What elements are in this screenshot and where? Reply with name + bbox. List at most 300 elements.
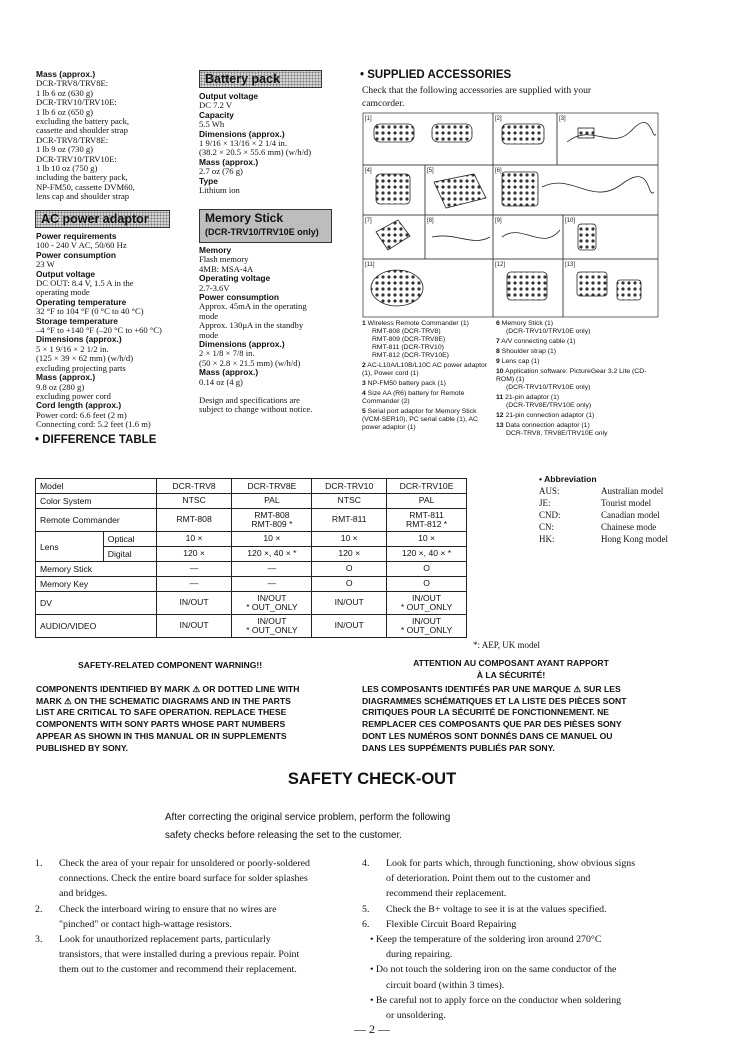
spec-value: mode [199, 310, 219, 321]
spec-label: Type [199, 175, 218, 186]
cell-text: — [189, 578, 199, 589]
spec-value: cassette and shoulder strap [36, 125, 128, 136]
spec-value: NP-FM50, cassette DVM60, [36, 181, 135, 192]
accessory-name: Memory Stick (1) [501, 320, 554, 327]
accessory-number: 2 [362, 362, 366, 369]
accessory-item [496, 320, 660, 336]
table-cell [387, 509, 467, 532]
text-line: ATTENTION AU COMPOSANT AYANT RAPPORT [413, 658, 609, 668]
accessory-name: Application software: PictureGear 3.2 Lite (CD-ROM) (1) [496, 368, 647, 383]
table-cell [232, 577, 312, 592]
checkout-line: Check the area of your repair for unsoldered or poorly-soldered [59, 858, 310, 869]
spec-label: Output voltage [199, 91, 259, 101]
table-cell [232, 547, 312, 562]
page-number: — 2 — [354, 1022, 390, 1036]
accessory-number: 9 [496, 358, 500, 365]
table-cell [387, 592, 467, 615]
spec-value: DCR-TRV8/TRV8E: [36, 78, 109, 89]
table-header-cell: DCR-TRV10E [387, 479, 467, 494]
accessory-item [362, 390, 492, 406]
accessory-name: A/V connecting cable (1) [501, 338, 576, 345]
text-line: After correcting the original service problem, perform the following [165, 812, 451, 823]
svg-text:[10]: [10] [565, 218, 576, 224]
abbreviation-item [539, 497, 699, 509]
checkout-list-left [35, 856, 335, 978]
text-line: PUBLISHED BY SONY. [36, 742, 129, 753]
safety-checkout-intro [165, 809, 450, 845]
checkout-item [35, 932, 335, 978]
svg-text:[7]: [7] [365, 218, 372, 224]
checkout-bullet [370, 932, 662, 962]
abbreviation-item [539, 533, 699, 545]
abbreviation-meaning: Tourist model [601, 498, 652, 508]
row-label: DV [36, 592, 157, 615]
accessory-name: AC-L10A/L10B/L10C AC power adaptor (1), Power cord (1) [362, 362, 488, 377]
spec-value: including the battery pack, [36, 172, 128, 183]
cell-text: RMT-811 [331, 514, 367, 525]
accessory-name: Size AA (R6) battery for Remote Commander (2) [362, 390, 465, 405]
spec-label: Mass (approx.) [36, 372, 96, 383]
checkout-item [362, 902, 660, 917]
checkout-item [362, 917, 660, 932]
cell-text: O [345, 578, 353, 589]
table-cell [312, 547, 387, 562]
text-line: COMPONENTS IDENTIFIED BY MARK ⚠ OR DOTTED LINE WITH [36, 684, 300, 694]
spec-label: Operating temperature [36, 296, 127, 307]
cell-text: O [423, 563, 430, 574]
spec-value: 1 lb 6 oz (650 g) [36, 106, 94, 117]
table-cell [312, 615, 387, 638]
abbreviation-item [539, 509, 699, 521]
row-label: Memory Key [36, 577, 157, 592]
table-cell [312, 509, 387, 532]
bullet-line: or unsoldering. [386, 1010, 446, 1022]
spec-label: Memory [199, 245, 232, 255]
table-cell [232, 592, 312, 615]
cell-text: IN/OUT [411, 615, 442, 626]
safety-checkout-title: SAFETY CHECK-OUT [287, 770, 457, 788]
svg-text:[2]: [2] [495, 116, 502, 122]
cell-text: 10 × [340, 533, 358, 544]
spec-value: Flash memory [199, 254, 249, 265]
spec-value: Approx. 130μA in the standby [199, 320, 304, 331]
table-cell [387, 532, 467, 547]
table-header-cell: DCR-TRV8 [156, 479, 232, 494]
accessory-name: Serial port adaptor for Memory Stick (VCM-SER10), PC serial cable (1), AC power adaptor (1) [362, 408, 478, 431]
checkout-line: connections. Check the entire board surface for solder splashes [59, 873, 308, 885]
checkout-item-text [386, 902, 607, 917]
battery-pack-header-text: Battery pack [205, 72, 281, 86]
table-cell [312, 592, 387, 615]
bullet-line: • Keep the temperature of the soldering iron around 270°C [370, 934, 602, 945]
spec-label: Mass (approx.) [199, 156, 259, 167]
text-line: LIST ARE CRITICAL TO SAFE OPERATION. REPLACE THESE [36, 707, 287, 718]
checkout-line: Flexible Circuit Board Repairing [386, 918, 517, 930]
checkout-bullet [370, 993, 662, 1023]
accessory-model: (DCR-TRV8E/TRV10E only) [506, 402, 592, 409]
table-cell [312, 577, 387, 592]
abbreviation-meaning: Australian model [601, 486, 664, 496]
spec-label: Cord length (approx.) [36, 400, 122, 411]
accessory-item [496, 368, 660, 392]
bullet-line: during repairing. [386, 949, 453, 961]
table-cell [387, 547, 467, 562]
table-cell [156, 532, 232, 547]
accessory-name: Data connection adaptor (1) [505, 422, 590, 429]
spec-value: 32 °F to 104 °F (0 °C to 40 °C) [36, 306, 144, 317]
accessory-item [496, 394, 660, 410]
table-cell [156, 577, 232, 592]
cell-text: * OUT_ONLY [246, 602, 298, 612]
abbreviation-item [539, 521, 699, 533]
accessory-item [496, 412, 660, 420]
table-header-row [36, 479, 467, 494]
spec-label: Power requirements [36, 231, 117, 241]
checkout-line: recommend their replacement. [386, 888, 507, 900]
spec-label: Mass (approx.) [36, 69, 96, 79]
table-cell [387, 562, 467, 577]
spec-value: DCR-TRV10/TRV10E: [36, 97, 117, 108]
difference-table-wrapper [35, 478, 467, 638]
table-cell [232, 615, 312, 638]
table-row [36, 577, 467, 592]
spec-value: 1 lb 9 oz (730 g) [36, 144, 94, 155]
checkout-line: "pinched" or contact high-wattage resistors. [59, 918, 232, 930]
row-label: Remote Commander [36, 509, 157, 532]
cell-text: — [189, 563, 199, 574]
ac-adaptor-header-text: AC power adaptor [41, 212, 149, 226]
checkout-item-text [386, 856, 635, 902]
spec-label: Mass (approx.) [199, 367, 259, 378]
spec-value: DC 7.2 V [199, 100, 233, 111]
table-row [36, 592, 467, 615]
spec-value: Lithium ion [199, 185, 240, 196]
accessory-model: RMT-809 (DCR-TRV8E) [372, 336, 446, 343]
spec-value: Connecting cord: 5.2 feet (1.6 m) [36, 419, 151, 430]
table-cell [156, 592, 232, 615]
checkout-item-text [386, 917, 516, 932]
accessory-model: RMT-808 (DCR-TRV8) [372, 328, 441, 335]
checkout-line: them out to the customer and recommend their replacement. [59, 964, 297, 976]
warning-en-title: SAFETY-RELATED COMPONENT WARNING!! [78, 660, 263, 670]
cell-text: NTSC [182, 495, 206, 506]
svg-text:[1]: [1] [365, 116, 372, 122]
accessory-number: 3 [362, 380, 366, 387]
svg-text:[12]: [12] [495, 262, 506, 268]
checkout-line: Look for unauthorized replacement parts, particularly [59, 934, 271, 946]
abbreviation-code: HK: [539, 534, 555, 544]
spec-value: DCR-TRV8/TRV8E: [36, 134, 109, 145]
table-cell [312, 562, 387, 577]
accessories-intro-line-1: Check that the following accessories are supplied with your [362, 85, 592, 96]
table-cell [387, 577, 467, 592]
spec-value: 2 × 1/8 × 7/8 in. [199, 348, 255, 359]
abbreviation-list [539, 485, 699, 545]
abbreviation-block [539, 473, 699, 545]
bullet-line: • Be careful not to apply force on the conductor when soldering [370, 994, 622, 1006]
accessory-model: RMT-812 (DCR-TRV10E) [372, 352, 449, 359]
cell-text: IN/OUT [179, 620, 209, 631]
table-row [36, 562, 467, 577]
abbreviation-title: • Abbreviation [539, 474, 597, 484]
svg-text:[8]: [8] [427, 218, 434, 224]
cell-text: — [267, 563, 277, 574]
table-row [36, 532, 467, 547]
text-line: LES COMPOSANTS IDENTIFÉS PAR UNE MARQUE ⚠ SUR LES [362, 684, 621, 694]
accessories-intro [362, 85, 660, 110]
row-label: Color System [36, 494, 157, 509]
accessory-model: DCR-TRV8, TRV8E/TRV10E only [506, 430, 608, 437]
cell-text: * OUT_ONLY [246, 625, 298, 635]
spec-value: mode [199, 329, 219, 340]
cell-text: RMT-811 [409, 509, 444, 520]
table-row [36, 494, 467, 509]
accessory-number: 12 [496, 412, 504, 419]
accessory-number: 8 [496, 348, 500, 355]
spec-value: DCR-TRV10/TRV10E: [36, 153, 117, 164]
table-cell [156, 509, 232, 532]
cell-text: 120 × [338, 548, 361, 559]
checkout-item-number: 5. [362, 903, 370, 915]
cell-text: RMT-812 * [406, 519, 448, 529]
text-line: safety checks before releasing the set to the customer. [165, 830, 402, 841]
accessories-intro-line-2: camcorder. [362, 97, 405, 109]
cell-text: IN/OUT [334, 620, 364, 631]
table-cell [312, 532, 387, 547]
spec-value: 9.8 oz (280 g) [36, 381, 85, 392]
accessory-name: Wireless Remote Commander (1) [367, 320, 469, 327]
text-line: DIAGRAMMES SCHÉMATIQUES ET LA LISTE DES PIÈCES SONT [362, 695, 627, 706]
svg-text:[4]: [4] [365, 168, 372, 174]
spec-value: 5 × 1 9/16 × 2 1/2 in. [36, 343, 109, 354]
warning-fr-body [362, 684, 662, 754]
accessory-number: 1 [362, 320, 366, 327]
abbreviation-code: CND: [539, 510, 561, 520]
spec-value: lens cap and shoulder strap [36, 191, 130, 202]
accessory-item [496, 348, 660, 356]
spec-label: Power consumption [36, 249, 117, 260]
checkout-item-number: 4. [362, 858, 370, 869]
mass-spec-block [36, 70, 196, 202]
checkout-item-text [59, 856, 310, 902]
table-row [36, 615, 467, 638]
svg-text:[3]: [3] [559, 116, 566, 122]
memory-stick-spec-block [199, 246, 359, 387]
accessory-number: 11 [496, 394, 504, 401]
cell-text: NTSC [337, 495, 361, 506]
spec-label: Dimensions (approx.) [36, 334, 122, 345]
checkout-bullet [370, 962, 662, 992]
cell-text: * OUT_ONLY [400, 602, 453, 612]
table-cell [387, 615, 467, 638]
difference-table-body [36, 479, 467, 638]
cell-text: 10 × [263, 533, 281, 544]
accessory-item [496, 358, 660, 366]
spec-value: (38.2 × 20.5 × 55.6 mm) (w/h/d) [199, 147, 312, 158]
cell-text: PAL [264, 495, 280, 506]
cell-text: RMT-808 [254, 509, 290, 520]
difference-table [35, 478, 467, 638]
checkout-line: Check the interboard wiring to ensure that no wires are [59, 903, 277, 915]
battery-pack-header [199, 70, 322, 88]
accessory-item [496, 338, 660, 346]
cell-text: 120 × [183, 548, 205, 559]
accessory-number: 7 [496, 338, 500, 345]
warning-en-body [36, 684, 346, 754]
spec-value: 0.14 oz (4 g) [199, 376, 243, 387]
spec-label: Dimensions (approx.) [199, 128, 285, 139]
spec-label: Power consumption [199, 292, 280, 303]
cell-text: * OUT_ONLY [400, 625, 453, 635]
spec-value: 1 lb 6 oz (630 g) [36, 87, 94, 98]
table-cell [232, 509, 312, 532]
spec-change-note [199, 396, 359, 415]
spec-value: 4MB: MSA-4A [199, 263, 254, 274]
table-cell [156, 547, 232, 562]
table-header-cell: DCR-TRV8E [232, 479, 312, 494]
svg-text:[13]: [13] [565, 262, 576, 268]
svg-text:[6]: [6] [495, 168, 502, 174]
accessory-number: 5 [362, 408, 366, 415]
checkout-line: Look for parts which, through functioning, show obvious signs [386, 858, 636, 869]
spec-value: 1 9/16 × 13/16 × 2 1/4 in. [199, 138, 287, 149]
spec-value: 2.7 oz (76 g) [199, 166, 243, 177]
checkout-line: of deterioration. Point them out to the customer and [386, 873, 591, 885]
note-line-1: Design and specifications are [199, 395, 300, 405]
row-sublabel: Optical [103, 532, 156, 547]
row-label: Lens [36, 532, 104, 562]
checkout-item-number: 2. [35, 903, 43, 915]
checkout-item [362, 856, 660, 902]
cell-text: IN/OUT [411, 592, 442, 603]
row-label: AUDIO/VIDEO [36, 615, 157, 638]
text-line: DANS LES SUPPÉMENTS PUBLIÉS PAR SONY. [362, 742, 555, 753]
text-line: APPEAR AS SHOWN IN THIS MANUAL OR IN SUPPLEMENTS [36, 730, 287, 741]
row-sublabel: Digital [103, 547, 156, 562]
cell-text: IN/OUT [179, 597, 209, 608]
cell-text: 120 ×, 40 × * [401, 548, 452, 559]
cell-text: 10 × [185, 533, 203, 544]
cell-text: IN/OUT [334, 597, 364, 608]
text-line: CRITIQUES POUR LA SÉCURITÉ DE FONCTIONNEMENT. NE [362, 707, 610, 718]
spec-value: operating mode [36, 287, 90, 298]
cell-text: IN/OUT [257, 615, 287, 626]
abbreviation-meaning: Canadian model [601, 510, 660, 520]
checkout-item-number: 3. [35, 934, 43, 946]
accessory-name: NP-FM50 battery pack (1) [367, 380, 446, 387]
table-cell [156, 615, 232, 638]
text-line: REMPLACER CES COMPOSANTS QUE PAR DES PIÈSES SONY [362, 719, 622, 730]
table-cell [232, 494, 312, 509]
difference-table-title: • DIFFERENCE TABLE [35, 434, 157, 446]
spec-value: 5.5 Wh [199, 119, 225, 130]
spec-value: (125 × 39 × 62 mm) (w/h/d) [36, 353, 134, 364]
accessories-illustration [362, 112, 659, 318]
abbreviation-item [539, 485, 699, 497]
table-cell [156, 494, 232, 509]
spec-label: Operating voltage [199, 273, 271, 284]
accessories-illustration-svg [362, 112, 659, 318]
bullet-line: • Do not touch the soldering iron on the same conductor of the [370, 964, 617, 976]
spec-label: Output voltage [36, 268, 96, 279]
accessory-item [362, 408, 492, 432]
checkout-item [35, 856, 335, 902]
table-cell [387, 494, 467, 509]
spec-value: 2.7-3.6V [199, 282, 230, 293]
abbreviation-meaning: Chainese mode [601, 522, 657, 532]
accessory-name: 21-pin adaptor (1) [505, 394, 560, 401]
table-cell [232, 562, 312, 577]
checkout-line: and bridges. [59, 888, 108, 900]
checkout-bullets [370, 932, 662, 1023]
row-label: Memory Stick [36, 562, 157, 577]
checkout-line: transistors, that were installed during a previous repair. Point [59, 949, 300, 961]
checkout-item-text [59, 932, 299, 978]
spec-value: (50 × 2.8 × 21.5 mm) (w/h/d) [199, 357, 301, 368]
svg-text:[9]: [9] [495, 218, 502, 224]
spec-value: Power cord: 6.6 feet (2 m) [36, 409, 127, 420]
spec-value: excluding projecting parts [36, 362, 126, 373]
table-header-cell: DCR-TRV10 [312, 479, 387, 494]
accessory-item [362, 320, 492, 360]
cell-text: O [345, 563, 353, 574]
accessories-list-right [496, 320, 660, 440]
accessory-name: 21-pin connection adaptor (1) [505, 412, 595, 419]
spec-value: 100 - 240 V AC, 50/60 Hz [36, 240, 127, 251]
ac-adaptor-header [35, 210, 170, 228]
note-line-2: subject to change without notice. [199, 404, 313, 415]
text-line: MARK ⚠ ON THE SCHEMATIC DIAGRAMS AND IN THE PARTS [36, 695, 291, 706]
abbreviation-code: AUS: [539, 486, 560, 496]
cell-text: RMT-809 * [251, 519, 293, 529]
spec-value: Approx. 45mA in the operating [199, 301, 307, 312]
spec-value: 23 W [36, 259, 55, 270]
accessories-list-left [362, 320, 492, 434]
svg-text:[5]: [5] [427, 168, 434, 174]
cell-text: RMT-808 [176, 514, 212, 525]
accessory-name: Lens cap (1) [501, 358, 540, 365]
table-row [36, 509, 467, 532]
accessory-number: 10 [496, 368, 504, 375]
spec-value: 1 lb 10 oz (750 g) [36, 163, 98, 174]
accessory-item [362, 380, 492, 388]
accessory-item [362, 362, 492, 378]
table-cell [232, 532, 312, 547]
accessory-model: (DCR-TRV10/TRV10E only) [506, 384, 591, 391]
table-header-cell: Model [36, 479, 157, 494]
difference-table-footnote: *: AEP, UK model [473, 640, 541, 650]
spec-value: excluding the battery pack, [36, 116, 130, 127]
text-line: DONT LES NUMÉROS SONT DONNÉS DANS CE MANUEL OU [362, 730, 613, 741]
spec-value: DC OUT: 8.4 V, 1.5 A in the [36, 278, 134, 289]
spec-label: Dimensions (approx.) [199, 339, 285, 350]
accessory-model: (DCR-TRV10/TRV10E only) [506, 328, 591, 335]
accessory-number: 6 [496, 320, 500, 327]
table-cell [312, 494, 387, 509]
svg-text:[11]: [11] [365, 262, 375, 268]
cell-text: O [423, 578, 430, 589]
accessory-number: 4 [362, 390, 366, 397]
ac-adaptor-spec-block [36, 232, 201, 430]
cell-text: IN/OUT [257, 592, 287, 603]
spec-value: –4 °F to +140 °F (–20 °C to +60 °C) [36, 325, 162, 336]
spec-label: Storage temperature [36, 315, 118, 326]
checkout-line: Check the B+ voltage to see it is at the values specified. [386, 903, 607, 915]
accessories-title: • SUPPLIED ACCESSORIES [360, 69, 512, 81]
cell-text: 10 × [418, 533, 436, 544]
checkout-item [35, 902, 335, 932]
checkout-item-number: 1. [35, 858, 43, 869]
